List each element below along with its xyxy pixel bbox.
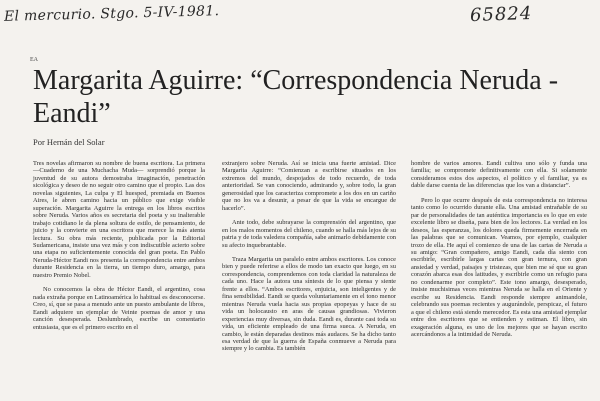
article-column-1 (33, 160, 205, 338)
article-title: Margarita Aguirre: “Correspondencia Neruda - Eandi” (33, 65, 559, 129)
article-byline: Por Hernán del Solar (33, 137, 105, 147)
handwritten-catalog-number: 65824 (469, 2, 533, 27)
paragraph: Tres novelas afirmaron su nombre de buena escritora. La primera —Cuaderno de una Muchacha Muda— sorprendió porque la juventud de su autora demostraba imaginación, penetración sicológica y deseo de no seguir otro camino que el propio. Las dos novelas siguientes, La culpa y El huesped, premiada en Buenos Aires, le abren camino hacia un público que exige visible superación. Margarita Aguirre la entrega en los libros escritos sobre Neruda. Varios años es secretaria del poeta y su inalterable trabajo cotidiano le da plena soltura de estilo, de pensamiento, de juicio y la convierte en una escritora que merece la más atenta lectura. Su obra más reciente, publicada por la Editorial Sudamericana, insiste una vez más y con indiscutible acierto sobre una etapa no suficientemente conocida del gran poeta. En Pablo Neruda-Héctor Eandi nos presenta la correspondencia entre ambos durante Residencia en la tierra, un tiempo duro, amargo, para nuestro Premio Nobel. (33, 160, 205, 279)
paragraph: Ante todo, debe subrayarse la comprensión del argentino, que en los malos momentos del chileno, cuando se halla más lejos de su patria y de toda valedera compañía, sabe animarlo debidamente con su afecto inquebrantable. (222, 219, 396, 249)
paragraph: No conocemos la obra de Héctor Eandi, el argentino, cosa nada extraña porque en Latinoamérica lo habitual es desconocerse. Creo, sí, que se pasa a menudo ante un puesto ambulante de libros, Eandi adquiere un ejemplar de Veinte poemas de amor y una canción desesperada. Deslumbrado, escribe un comentario entusiasta, que es el primero escrito en el (33, 286, 205, 331)
paragraph: hombre de varios amores. Eandi cultiva uno sólo y funda una familia; se compromete definitivamente con ella. Si solamente consideramos estos dos aspectos, el político y el familiar, ya es dable darse cuenta de las diferencias que los van a distanciar”. (411, 160, 587, 190)
article-column-2 (222, 160, 396, 360)
paragraph: extranjero sobre Neruda. Así se inicia una fuerte amistad. Dice Margarita Aguirre: “Comienzan a escribirse situados en los extremos del mundo, despojados de todo recuerdo, de toda anterioridad. Se van conociendo, admirando y, sobre todo, la gran generosidad que los caracteriza compromete a los dos en un cariño que no los va a desunir, a pesar de que la vida se encargue de hacerlo”. (222, 160, 396, 212)
section-mark: EA (30, 57, 38, 63)
article-column-3 (411, 160, 587, 345)
handwritten-source-note: El mercurio. Stgo. 5-IV-1981. (3, 3, 220, 25)
paragraph: Traza Margarita un paralelo entre ambos escritores. Los conoce bien y puede referirse a ellos de modo tan exacto que luego, en su correspondencia, comprendemos con toda claridad la naturaleza de cada uno. Hace la autora una síntesis de lo que piensa y siente frente a ellos. “Ambos escritores, enjuicia, son inteligentes y de fina sensibilidad. Eandi se queda voluntariamente en el tono menor mientras Neruda vuela hacia sus propias epopeyas y hace de su vida un holocausto en aras de causas grandiosas. Vivieron experiencias muy diversas, sin duda. Eandi es, durante casi toda su vida, un eficiente empleado de una firma sueca. A Neruda, en cambio, le están deparadas destinos más audaces. Se ha dicho tanto esa verdad de que la guerra de España conmueve a Neruda para siempre y lo cambia. Es también (222, 255, 396, 353)
paragraph: Pero lo que ocurre después de esta correspondencia no interesa tanto como lo ocurrido durante ella. Una amistad entrañable de su par de personalidades de tan auténtica importancia es lo que en este excelente libro se diseña, para bien de los lectores. La verdad en los deseos, las esperanzas, los dolores queda firmemente encerrada en las palabras que se comunican. Veamos, por ejemplo, cualquier trozo de ella. He aquí el comienzo de una de las cartas de Neruda a su amigo: “Gran compañero, amigo Eandi, cada día siento con escribirle, escribirle largas cartas con gran ternura, con gran ansiedad y verdad, paisajes y tristezas, que bien me sé que su gran corazón abarca esas dos latitudes, y escribirle como un refugio para no condenarme por completo”. Este tono amargo, desesperado, insiste muchisimas veces mientras Neruda se halla en el Oriente y escribe su Residencia. Eandi responde siempre animandole, celebrando sus poemas recientes y augurándole, perspicaz, el futuro a que el chileno está siendo merecedor. Es esta una amistad ejemplar entre dos escritores que se entienden y estiman. El libro, sin exageración alguna, es uno de los mejores que se hayan escrito acercándonos a la intimidad de Neruda. (411, 196, 587, 338)
